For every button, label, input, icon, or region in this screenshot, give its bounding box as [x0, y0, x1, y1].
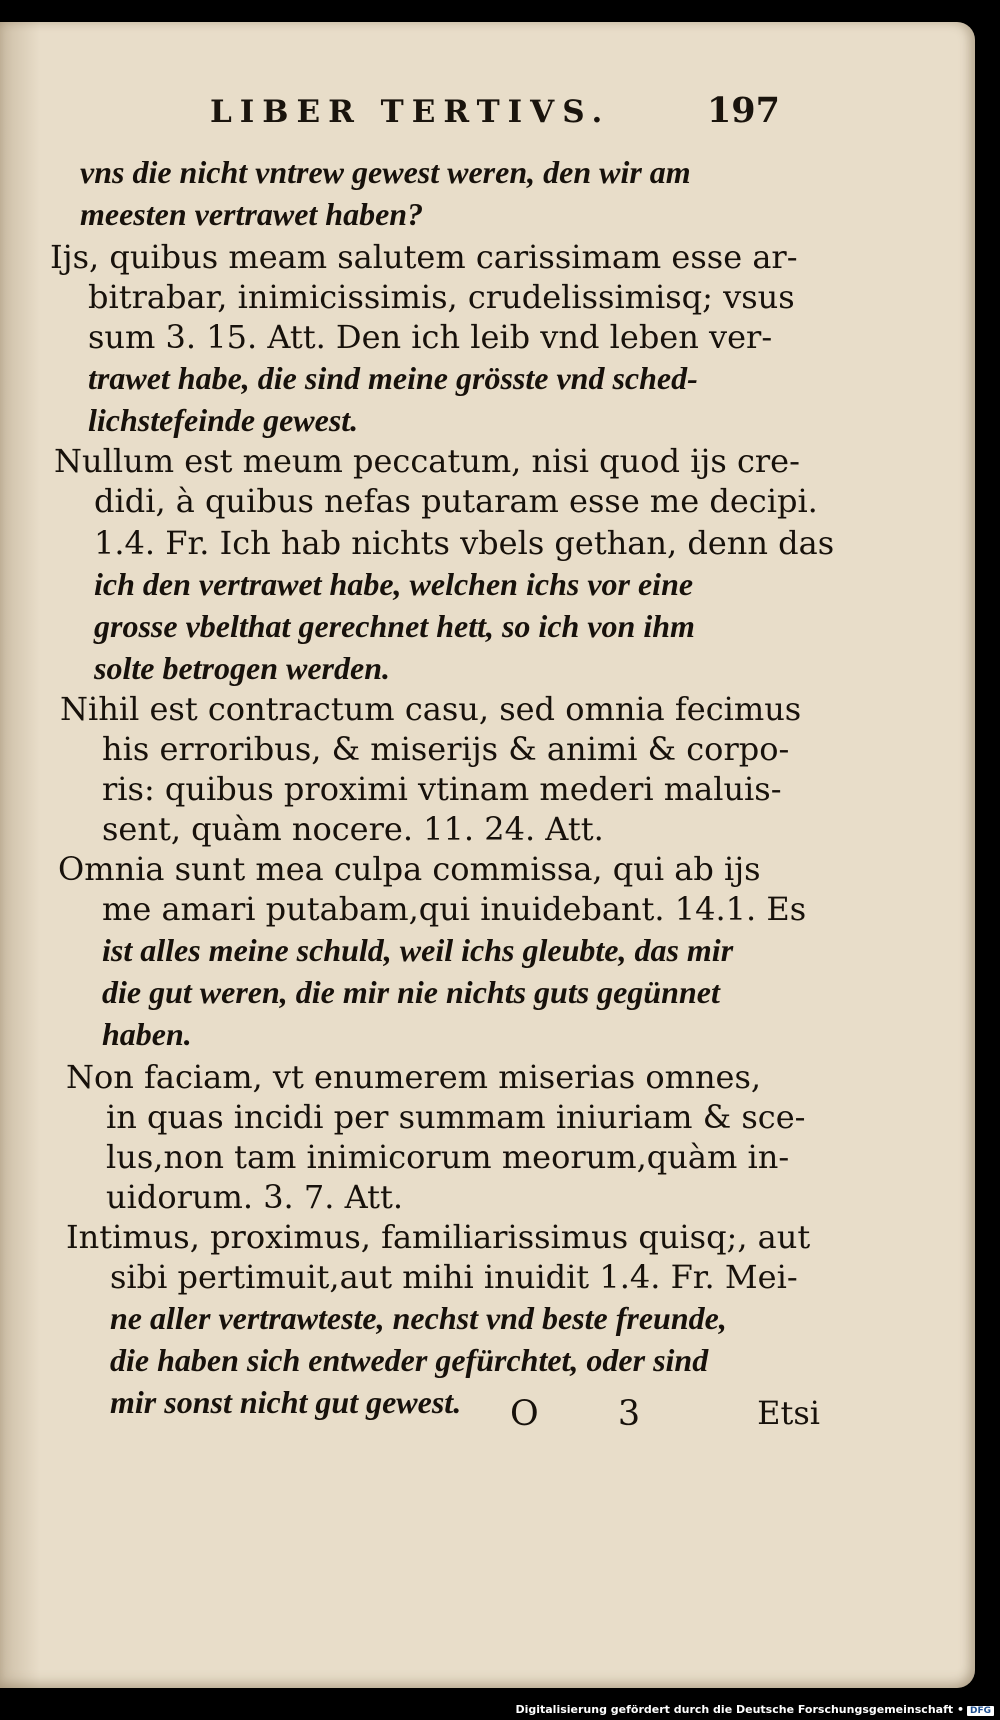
text-line: die haben sich entweder gefürchtet, oder sind	[110, 1342, 709, 1378]
text-line: Omnia sunt mea culpa commissa, qui ab ijs	[58, 850, 761, 888]
text-line: Ijs, quibus meam salutem carissimam esse ar-	[50, 238, 798, 276]
text-line: bitrabar, inimicissimis, crudelissimisq; vsus	[88, 278, 795, 316]
credit-text: Digitalisierung gefördert durch die Deutsche Forschungsgemeinschaft •	[515, 1703, 964, 1716]
text-line: lichstefeinde gewest.	[88, 402, 359, 438]
text-line: haben.	[102, 1016, 192, 1052]
book-page	[0, 22, 975, 1688]
text-line: Non faciam, vt enumerem miserias omnes,	[66, 1058, 762, 1096]
page-footer	[510, 1394, 820, 1434]
text-line: vns die nicht vntrew gewest weren, den wir am	[80, 154, 691, 190]
text-line: ist alles meine schuld, weil ichs gleubte, das mir	[102, 932, 734, 968]
text-line: his erroribus, & miserijs & animi & corpo-	[102, 730, 790, 768]
text-line: in quas incidi per summam iniuriam & sce-	[106, 1098, 806, 1136]
text-line: me amari putabam,qui inuidebant. 14.1. Es	[102, 890, 807, 928]
text-line: didi, à quibus nefas putaram esse me decipi.	[94, 482, 818, 520]
page-number: 197	[706, 90, 780, 131]
text-line: sent, quàm nocere. 11. 24. Att.	[102, 810, 604, 848]
digitization-credit	[515, 1703, 994, 1716]
text-line: meesten vertrawet haben?	[80, 196, 424, 232]
text-line: grosse vbelthat gerechnet hett, so ich von ihm	[94, 608, 695, 644]
text-line: Nullum est meum peccatum, nisi quod ijs cre-	[54, 442, 800, 480]
text-line: Intimus, proximus, familiarissimus quisq;, aut	[66, 1218, 811, 1256]
text-line: 1.4. Fr. Ich hab nichts vbels gethan, denn das	[94, 524, 835, 562]
text-line: uidorum. 3. 7. Att.	[106, 1178, 404, 1216]
text-line: die gut weren, die mir nie nichts guts gegünnet	[102, 974, 720, 1010]
signature-mark: O 3	[510, 1394, 675, 1434]
catchword: Etsi	[757, 1394, 820, 1432]
text-line: ris: quibus proximi vtinam mederi maluis-	[102, 770, 782, 808]
text-line: ich den vertrawet habe, welchen ichs vor eine	[94, 566, 694, 602]
text-line: sibi pertimuit,aut mihi inuidit 1.4. Fr. Mei-	[110, 1258, 798, 1296]
text-line: lus,non tam inimicorum meorum,quàm in-	[106, 1138, 790, 1176]
text-line: solte betrogen werden.	[94, 650, 390, 686]
running-title: LIBER TERTIVS.	[210, 94, 611, 130]
dfg-logo: DFG	[967, 1706, 994, 1716]
text-line: ne aller vertrawteste, nechst vnd beste freunde,	[110, 1300, 727, 1336]
page-header	[60, 74, 780, 131]
text-line: sum 3. 15. Att. Den ich leib vnd leben ver-	[88, 318, 773, 356]
text-line: trawet habe, die sind meine grösste vnd sched-	[88, 360, 698, 396]
text-line: Nihil est contractum casu, sed omnia fecimus	[60, 690, 802, 728]
text-line: mir sonst nicht gut gewest.	[110, 1384, 462, 1420]
